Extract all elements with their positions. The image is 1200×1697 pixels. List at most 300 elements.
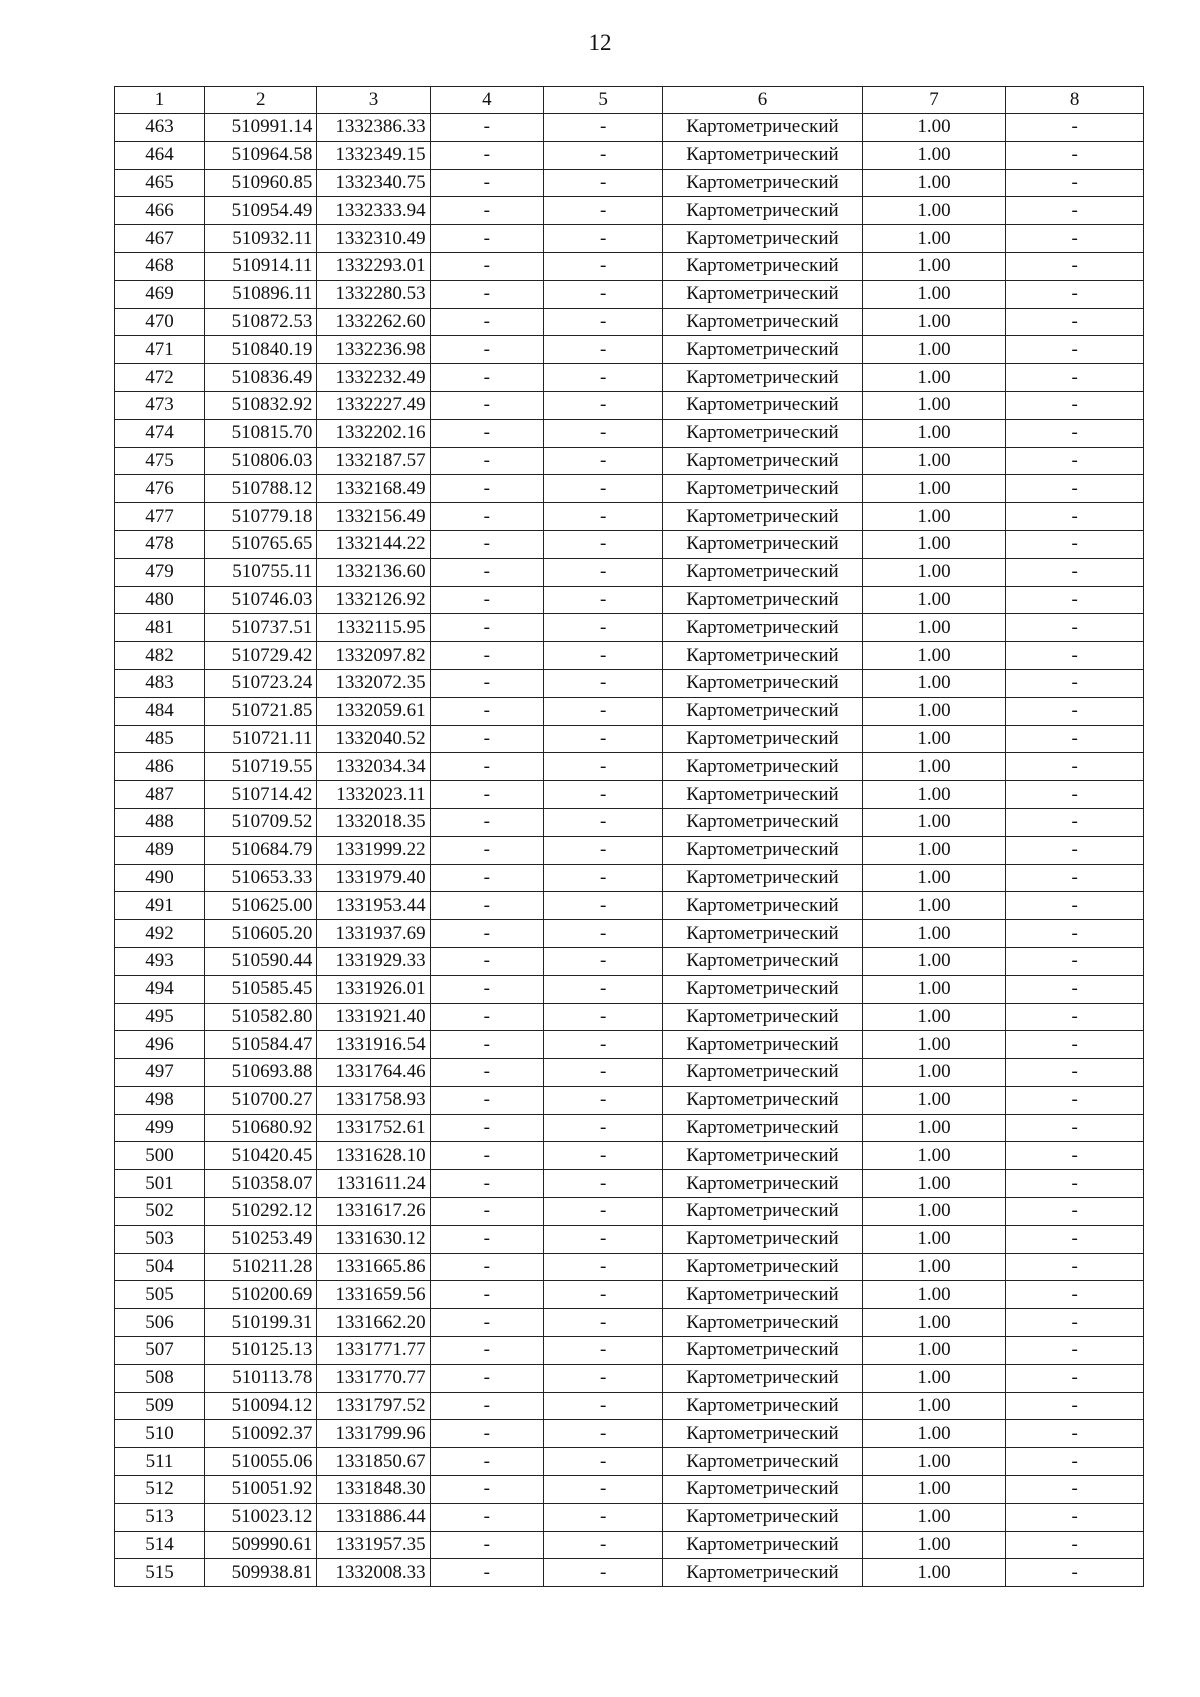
accuracy-cell: 1.00 [862,475,1006,503]
column-8-cell: - [1006,503,1144,531]
method-cell: Картометрический [663,1559,862,1587]
method-cell: Картометрический [663,280,862,308]
column-4-cell: - [430,1392,543,1420]
accuracy-cell: 1.00 [862,280,1006,308]
point-number-cell: 474 [115,419,205,447]
y-coordinate-cell: 1331926.01 [317,975,430,1003]
y-coordinate-cell: 1331665.86 [317,1253,430,1281]
y-coordinate-cell: 1332168.49 [317,475,430,503]
y-coordinate-cell: 1332008.33 [317,1559,430,1587]
y-coordinate-cell: 1332280.53 [317,280,430,308]
table-row [115,364,1144,392]
column-5-cell: - [543,586,662,614]
y-coordinate-cell: 1331799.96 [317,1420,430,1448]
x-coordinate-cell: 510836.49 [205,364,317,392]
y-coordinate-cell: 1332072.35 [317,669,430,697]
accuracy-cell: 1.00 [862,669,1006,697]
method-cell: Картометрический [663,1476,862,1504]
y-coordinate-cell: 1332386.33 [317,114,430,142]
column-8-cell: - [1006,1031,1144,1059]
point-number-cell: 497 [115,1059,205,1087]
method-cell: Картометрический [663,892,862,920]
method-cell: Картометрический [663,336,862,364]
column-5-cell: - [543,1114,662,1142]
accuracy-cell: 1.00 [862,1142,1006,1170]
table-row [115,1031,1144,1059]
method-cell: Картометрический [663,669,862,697]
method-cell: Картометрический [663,308,862,336]
point-number-cell: 514 [115,1531,205,1559]
accuracy-cell: 1.00 [862,1198,1006,1226]
x-coordinate-cell: 510714.42 [205,781,317,809]
column-8-cell: - [1006,141,1144,169]
accuracy-cell: 1.00 [862,530,1006,558]
column-5-cell: - [543,1392,662,1420]
method-cell: Картометрический [663,1114,862,1142]
y-coordinate-cell: 1332136.60 [317,558,430,586]
column-5-cell: - [543,614,662,642]
column-4-cell: - [430,725,543,753]
y-coordinate-cell: 1331630.12 [317,1225,430,1253]
y-coordinate-cell: 1332293.01 [317,252,430,280]
accuracy-cell: 1.00 [862,197,1006,225]
method-cell: Картометрический [663,1198,862,1226]
x-coordinate-cell: 510960.85 [205,169,317,197]
column-4-cell: - [430,1114,543,1142]
x-coordinate-cell: 510605.20 [205,920,317,948]
column-4-cell: - [430,1198,543,1226]
column-5-cell: - [543,1337,662,1365]
accuracy-cell: 1.00 [862,141,1006,169]
method-cell: Картометрический [663,1031,862,1059]
column-8-cell: - [1006,1364,1144,1392]
column-8-cell: - [1006,586,1144,614]
table-row [115,336,1144,364]
accuracy-cell: 1.00 [862,808,1006,836]
y-coordinate-cell: 1331758.93 [317,1086,430,1114]
point-number-cell: 470 [115,308,205,336]
point-number-cell: 486 [115,753,205,781]
x-coordinate-cell: 510693.88 [205,1059,317,1087]
point-number-cell: 513 [115,1503,205,1531]
column-4-cell: - [430,781,543,809]
method-cell: Картометрический [663,836,862,864]
method-cell: Картометрический [663,1253,862,1281]
table-row [115,114,1144,142]
y-coordinate-cell: 1332232.49 [317,364,430,392]
column-4-cell: - [430,669,543,697]
column-8-cell: - [1006,1170,1144,1198]
y-coordinate-cell: 1331752.61 [317,1114,430,1142]
method-cell: Картометрический [663,697,862,725]
point-number-cell: 499 [115,1114,205,1142]
x-coordinate-cell: 510806.03 [205,447,317,475]
column-5-cell: - [543,808,662,836]
column-5-cell: - [543,1031,662,1059]
table-row [115,1198,1144,1226]
column-4-cell: - [430,558,543,586]
x-coordinate-cell: 509938.81 [205,1559,317,1587]
y-coordinate-cell: 1332040.52 [317,725,430,753]
method-cell: Картометрический [663,1364,862,1392]
column-4-cell: - [430,280,543,308]
y-coordinate-cell: 1331662.20 [317,1309,430,1337]
column-5-cell: - [543,642,662,670]
method-cell: Картометрический [663,725,862,753]
y-coordinate-cell: 1331659.56 [317,1281,430,1309]
accuracy-cell: 1.00 [862,1031,1006,1059]
column-8-cell: - [1006,614,1144,642]
column-5-cell: - [543,308,662,336]
y-coordinate-cell: 1332349.15 [317,141,430,169]
point-number-cell: 478 [115,530,205,558]
accuracy-cell: 1.00 [862,1448,1006,1476]
column-8-cell: - [1006,1448,1144,1476]
table-row [115,1448,1144,1476]
y-coordinate-cell: 1331916.54 [317,1031,430,1059]
column-4-cell: - [430,1503,543,1531]
column-8-cell: - [1006,558,1144,586]
column-5-cell: - [543,503,662,531]
y-coordinate-cell: 1332126.92 [317,586,430,614]
column-8-cell: - [1006,753,1144,781]
column-5-cell: - [543,1559,662,1587]
accuracy-cell: 1.00 [862,503,1006,531]
method-cell: Картометрический [663,419,862,447]
point-number-cell: 479 [115,558,205,586]
column-8-cell: - [1006,781,1144,809]
column-5-cell: - [543,114,662,142]
column-5-cell: - [543,697,662,725]
column-4-cell: - [430,1003,543,1031]
column-4-cell: - [430,1448,543,1476]
column-8-cell: - [1006,197,1144,225]
method-cell: Картометрический [663,1448,862,1476]
column-5-cell: - [543,225,662,253]
column-4-cell: - [430,1476,543,1504]
table-row [115,1364,1144,1392]
y-coordinate-cell: 1331929.33 [317,947,430,975]
y-coordinate-cell: 1331611.24 [317,1170,430,1198]
point-number-cell: 509 [115,1392,205,1420]
column-5-cell: - [543,1142,662,1170]
column-5-cell: - [543,447,662,475]
x-coordinate-cell: 510590.44 [205,947,317,975]
table-row [115,419,1144,447]
accuracy-cell: 1.00 [862,753,1006,781]
method-cell: Картометрический [663,947,862,975]
point-number-cell: 492 [115,920,205,948]
x-coordinate-cell: 510872.53 [205,308,317,336]
method-cell: Картометрический [663,642,862,670]
column-4-cell: - [430,1253,543,1281]
x-coordinate-cell: 509990.61 [205,1531,317,1559]
column-5-cell: - [543,475,662,503]
accuracy-cell: 1.00 [862,725,1006,753]
point-number-cell: 463 [115,114,205,142]
table-body [115,114,1144,1587]
method-cell: Картометрический [663,114,862,142]
table-row [115,669,1144,697]
column-8-cell: - [1006,1114,1144,1142]
accuracy-cell: 1.00 [862,1059,1006,1087]
accuracy-cell: 1.00 [862,336,1006,364]
table-row [115,308,1144,336]
y-coordinate-cell: 1331850.67 [317,1448,430,1476]
column-8-cell: - [1006,225,1144,253]
x-coordinate-cell: 510840.19 [205,336,317,364]
column-8-cell: - [1006,169,1144,197]
accuracy-cell: 1.00 [862,836,1006,864]
column-8-cell: - [1006,280,1144,308]
point-number-cell: 485 [115,725,205,753]
column-8-cell: - [1006,642,1144,670]
column-5-cell: - [543,280,662,308]
column-5-cell: - [543,1086,662,1114]
column-4-cell: - [430,586,543,614]
point-number-cell: 512 [115,1476,205,1504]
accuracy-cell: 1.00 [862,1364,1006,1392]
accuracy-cell: 1.00 [862,1225,1006,1253]
x-coordinate-cell: 510832.92 [205,391,317,419]
column-4-cell: - [430,864,543,892]
method-cell: Картометрический [663,225,862,253]
column-8-cell: - [1006,1225,1144,1253]
column-5-cell: - [543,419,662,447]
point-number-cell: 469 [115,280,205,308]
column-5-cell: - [543,336,662,364]
method-cell: Картометрический [663,475,862,503]
table-row [115,1225,1144,1253]
column-4-cell: - [430,308,543,336]
column-5-cell: - [543,1503,662,1531]
accuracy-cell: 1.00 [862,1003,1006,1031]
accuracy-cell: 1.00 [862,169,1006,197]
column-8-cell: - [1006,1059,1144,1087]
column-5-cell: - [543,947,662,975]
point-number-cell: 483 [115,669,205,697]
column-5-cell: - [543,1531,662,1559]
y-coordinate-cell: 1332097.82 [317,642,430,670]
column-5-cell: - [543,1364,662,1392]
column-4-cell: - [430,1337,543,1365]
table-row [115,530,1144,558]
column-8-cell: - [1006,1531,1144,1559]
accuracy-cell: 1.00 [862,1086,1006,1114]
page-number: 12 [588,30,612,55]
method-cell: Картометрический [663,586,862,614]
column-5-cell: - [543,1309,662,1337]
y-coordinate-cell: 1331617.26 [317,1198,430,1226]
column-5-cell: - [543,725,662,753]
column-5-cell: - [543,1420,662,1448]
column-5-cell: - [543,975,662,1003]
y-coordinate-cell: 1332187.57 [317,447,430,475]
point-number-cell: 502 [115,1198,205,1226]
y-coordinate-cell: 1331848.30 [317,1476,430,1504]
column-4-cell: - [430,1059,543,1087]
x-coordinate-cell: 510625.00 [205,892,317,920]
method-cell: Картометрический [663,864,862,892]
column-4-cell: - [430,892,543,920]
y-coordinate-cell: 1331979.40 [317,864,430,892]
point-number-cell: 464 [115,141,205,169]
accuracy-cell: 1.00 [862,1253,1006,1281]
column-5-cell: - [543,364,662,392]
column-5-cell: - [543,1225,662,1253]
x-coordinate-cell: 510584.47 [205,1031,317,1059]
column-5-cell: - [543,391,662,419]
table-row [115,1170,1144,1198]
method-cell: Картометрический [663,1170,862,1198]
x-coordinate-cell: 510721.11 [205,725,317,753]
x-coordinate-cell: 510729.42 [205,642,317,670]
method-cell: Картометрический [663,1003,862,1031]
y-coordinate-cell: 1331999.22 [317,836,430,864]
table-row [115,1281,1144,1309]
column-4-cell: - [430,753,543,781]
y-coordinate-cell: 1332202.16 [317,419,430,447]
column-8-cell: - [1006,1003,1144,1031]
x-coordinate-cell: 510582.80 [205,1003,317,1031]
column-8-cell: - [1006,1559,1144,1587]
column-8-cell: - [1006,864,1144,892]
column-4-cell: - [430,503,543,531]
column-8-cell: - [1006,836,1144,864]
point-number-cell: 465 [115,169,205,197]
method-cell: Картометрический [663,753,862,781]
column-4-cell: - [430,920,543,948]
table-row [115,1114,1144,1142]
column-8-cell: - [1006,419,1144,447]
y-coordinate-cell: 1331770.77 [317,1364,430,1392]
x-coordinate-cell: 510932.11 [205,225,317,253]
column-5-cell: - [543,169,662,197]
table-row [115,475,1144,503]
column-4-cell: - [430,141,543,169]
x-coordinate-cell: 510788.12 [205,475,317,503]
accuracy-cell: 1.00 [862,1503,1006,1531]
column-8-cell: - [1006,447,1144,475]
column-8-cell: - [1006,669,1144,697]
accuracy-cell: 1.00 [862,225,1006,253]
table-row [115,447,1144,475]
x-coordinate-cell: 510723.24 [205,669,317,697]
column-4-cell: - [430,530,543,558]
column-5-cell: - [543,864,662,892]
x-coordinate-cell: 510653.33 [205,864,317,892]
table-row [115,252,1144,280]
column-4-cell: - [430,114,543,142]
column-header: 1 [115,87,205,114]
method-cell: Картометрический [663,1420,862,1448]
point-number-cell: 477 [115,503,205,531]
column-4-cell: - [430,975,543,1003]
point-number-cell: 480 [115,586,205,614]
column-5-cell: - [543,1003,662,1031]
accuracy-cell: 1.00 [862,1170,1006,1198]
point-number-cell: 493 [115,947,205,975]
table-row [115,586,1144,614]
column-4-cell: - [430,252,543,280]
table-row [115,1059,1144,1087]
column-8-cell: - [1006,475,1144,503]
column-5-cell: - [543,1253,662,1281]
column-4-cell: - [430,1170,543,1198]
point-number-cell: 482 [115,642,205,670]
table-row [115,725,1144,753]
table-row [115,1003,1144,1031]
method-cell: Картометрический [663,558,862,586]
column-4-cell: - [430,1559,543,1587]
column-5-cell: - [543,530,662,558]
point-number-cell: 495 [115,1003,205,1031]
column-header: 6 [663,87,862,114]
accuracy-cell: 1.00 [862,892,1006,920]
y-coordinate-cell: 1331937.69 [317,920,430,948]
x-coordinate-cell: 510721.85 [205,697,317,725]
column-header: 8 [1006,87,1144,114]
x-coordinate-cell: 510094.12 [205,1392,317,1420]
table-row [115,1503,1144,1531]
column-4-cell: - [430,1364,543,1392]
point-number-cell: 505 [115,1281,205,1309]
table-row [115,920,1144,948]
accuracy-cell: 1.00 [862,947,1006,975]
point-number-cell: 467 [115,225,205,253]
table-row [115,1337,1144,1365]
column-4-cell: - [430,169,543,197]
column-4-cell: - [430,364,543,392]
method-cell: Картометрический [663,614,862,642]
column-5-cell: - [543,753,662,781]
y-coordinate-cell: 1331797.52 [317,1392,430,1420]
y-coordinate-cell: 1332310.49 [317,225,430,253]
accuracy-cell: 1.00 [862,1420,1006,1448]
point-number-cell: 466 [115,197,205,225]
column-4-cell: - [430,836,543,864]
column-8-cell: - [1006,975,1144,1003]
x-coordinate-cell: 510292.12 [205,1198,317,1226]
x-coordinate-cell: 510023.12 [205,1503,317,1531]
column-8-cell: - [1006,1086,1144,1114]
point-number-cell: 501 [115,1170,205,1198]
column-header: 5 [543,87,662,114]
column-5-cell: - [543,920,662,948]
column-8-cell: - [1006,725,1144,753]
x-coordinate-cell: 510746.03 [205,586,317,614]
method-cell: Картометрический [663,447,862,475]
column-header: 7 [862,87,1006,114]
column-4-cell: - [430,1309,543,1337]
column-4-cell: - [430,614,543,642]
method-cell: Картометрический [663,808,862,836]
column-4-cell: - [430,1031,543,1059]
accuracy-cell: 1.00 [862,1309,1006,1337]
column-8-cell: - [1006,336,1144,364]
y-coordinate-cell: 1332340.75 [317,169,430,197]
x-coordinate-cell: 510125.13 [205,1337,317,1365]
point-number-cell: 506 [115,1309,205,1337]
column-4-cell: - [430,447,543,475]
point-number-cell: 507 [115,1337,205,1365]
column-5-cell: - [543,836,662,864]
table-row [115,614,1144,642]
method-cell: Картометрический [663,252,862,280]
x-coordinate-cell: 510815.70 [205,419,317,447]
point-number-cell: 471 [115,336,205,364]
accuracy-cell: 1.00 [862,1559,1006,1587]
